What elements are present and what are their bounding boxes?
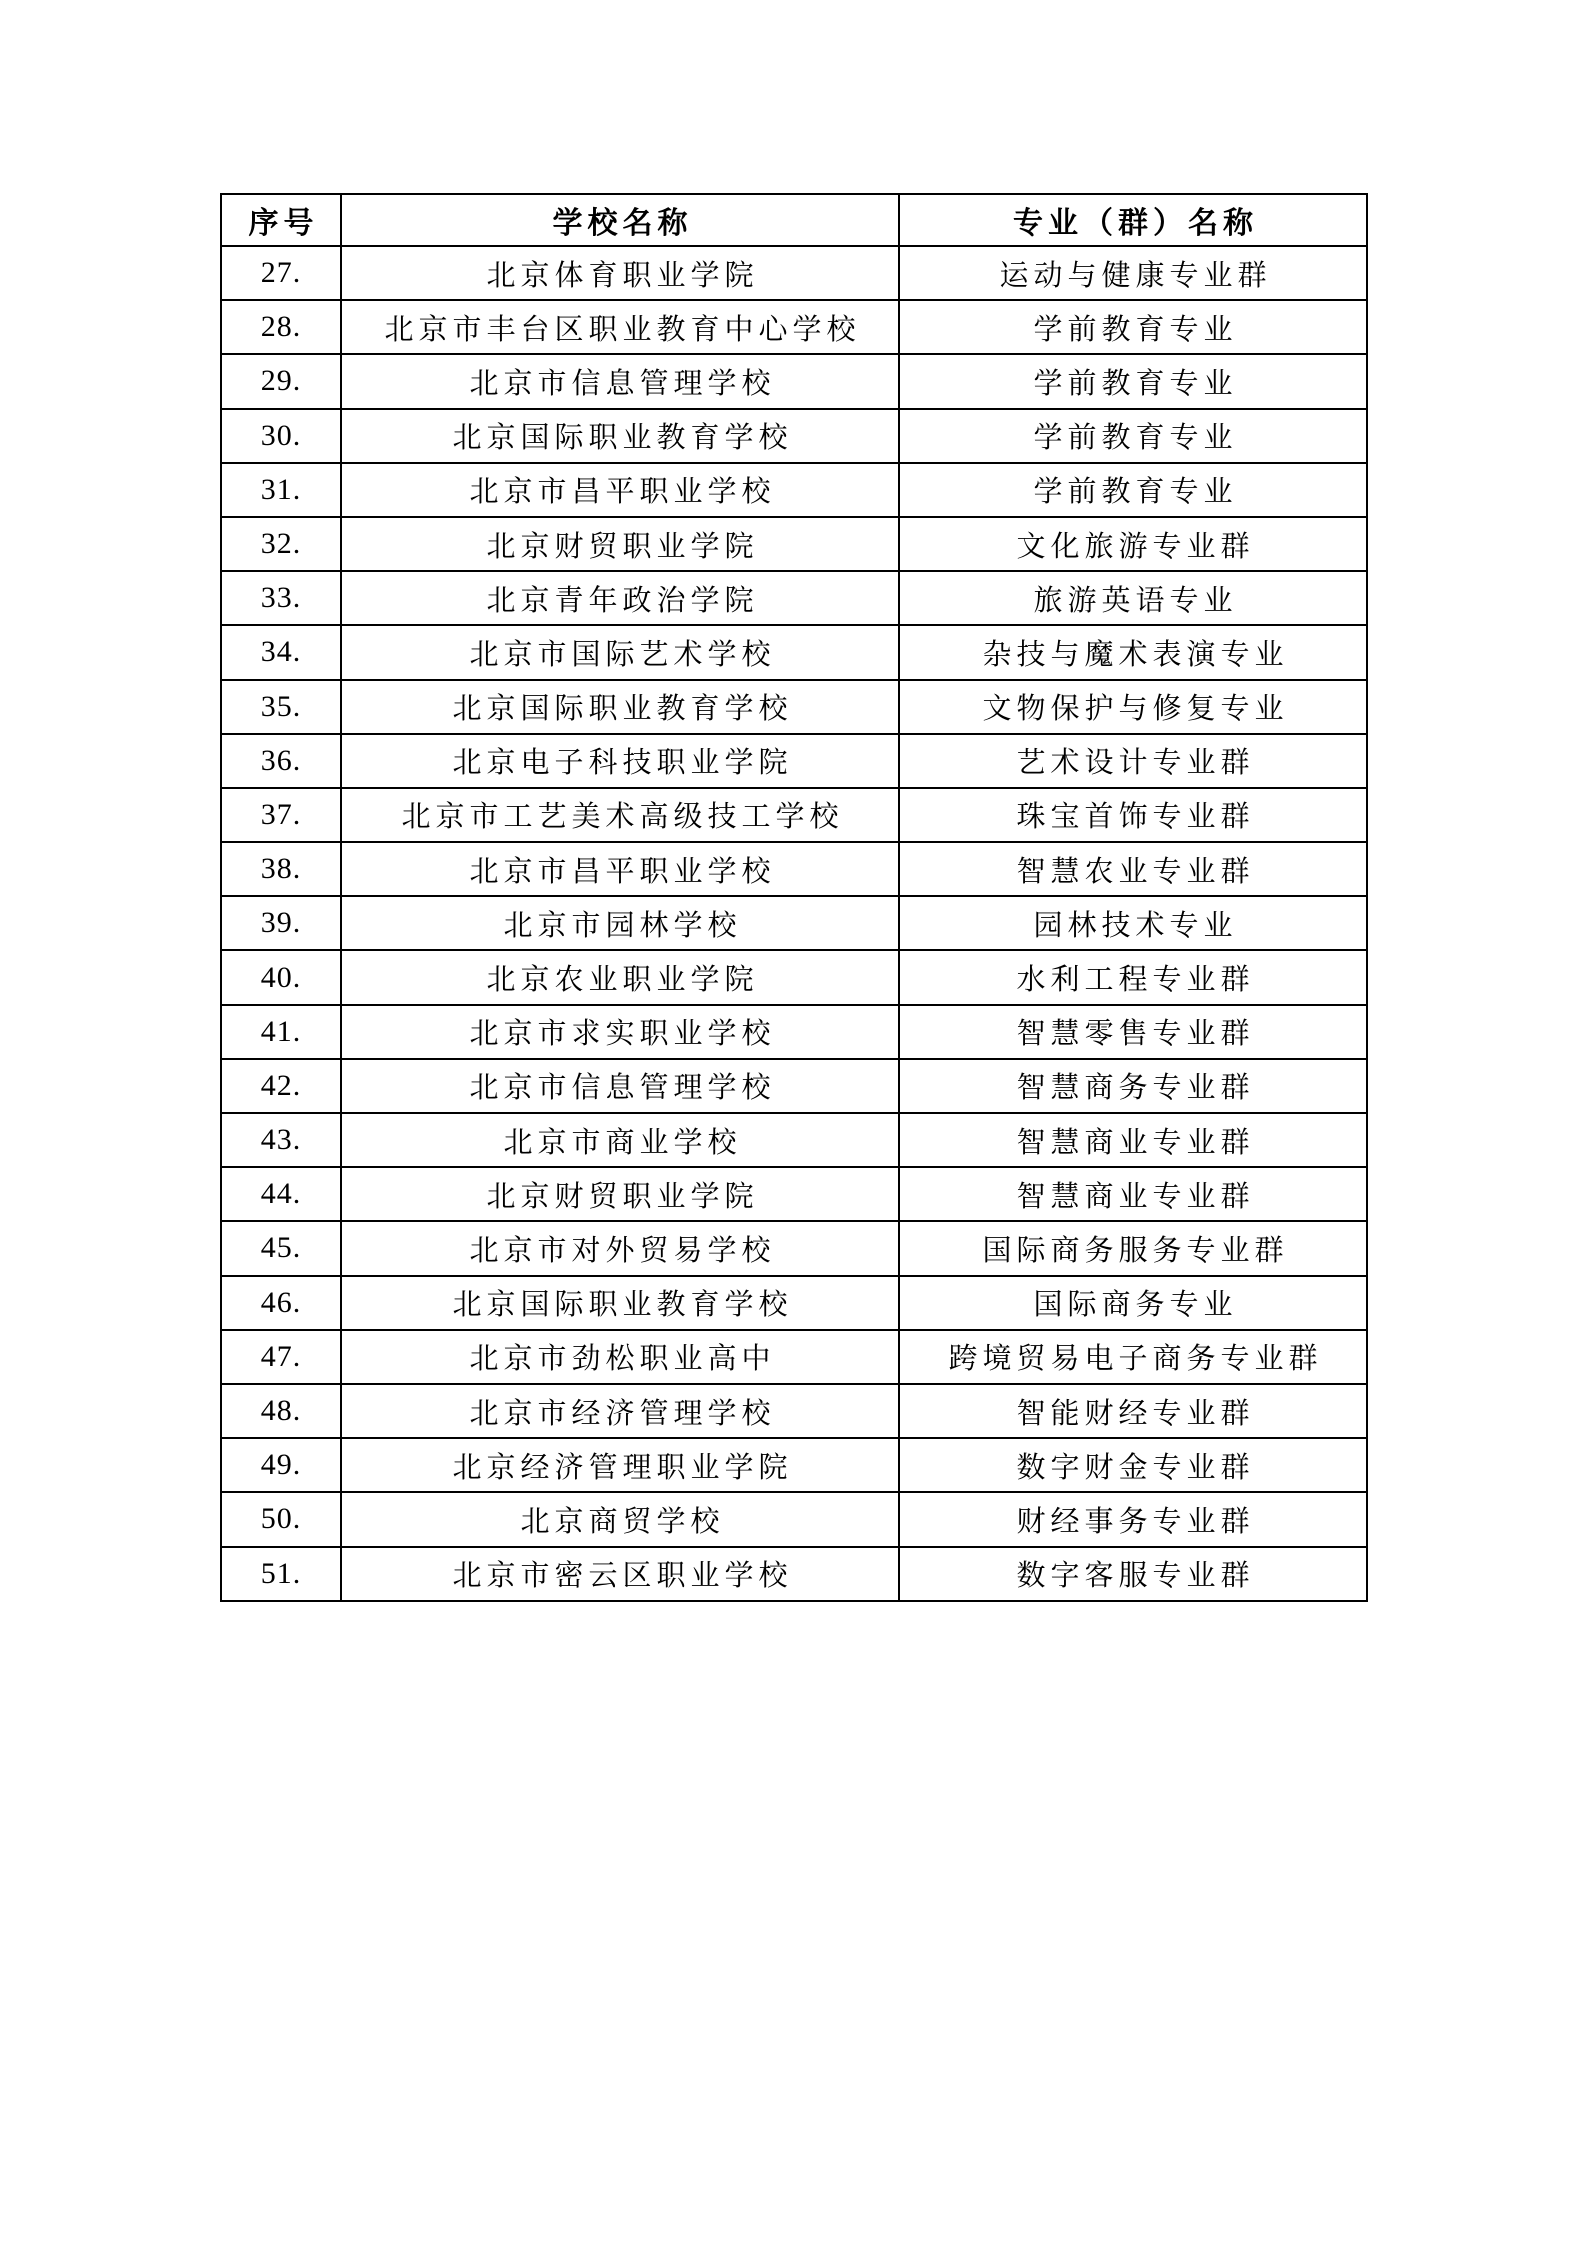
cell-major: 珠宝首饰专业群	[899, 788, 1367, 842]
cell-major: 水利工程专业群	[899, 950, 1367, 1004]
cell-no: 27.	[221, 246, 341, 300]
cell-school: 北京体育职业学院	[341, 246, 899, 300]
cell-school: 北京市密云区职业学校	[341, 1547, 899, 1602]
table-row	[221, 1059, 1367, 1113]
cell-no: 41.	[221, 1005, 341, 1059]
table-row	[221, 409, 1367, 463]
cell-no: 38.	[221, 842, 341, 896]
table-row	[221, 842, 1367, 896]
cell-school: 北京经济管理职业学院	[341, 1438, 899, 1492]
cell-school: 北京青年政治学院	[341, 571, 899, 625]
cell-no: 48.	[221, 1384, 341, 1438]
cell-no: 32.	[221, 517, 341, 571]
cell-no: 33.	[221, 571, 341, 625]
cell-school: 北京市求实职业学校	[341, 1005, 899, 1059]
cell-major: 智慧商务专业群	[899, 1059, 1367, 1113]
cell-no: 49.	[221, 1438, 341, 1492]
school-major-table	[220, 193, 1368, 1602]
cell-school: 北京市对外贸易学校	[341, 1221, 899, 1275]
cell-school: 北京财贸职业学院	[341, 517, 899, 571]
cell-major: 园林技术专业	[899, 896, 1367, 950]
table-row	[221, 1438, 1367, 1492]
cell-major: 学前教育专业	[899, 463, 1367, 517]
table-row	[221, 1167, 1367, 1221]
table-row	[221, 354, 1367, 408]
cell-major: 学前教育专业	[899, 409, 1367, 463]
cell-school: 北京国际职业教育学校	[341, 409, 899, 463]
header-cell-major: 专业（群）名称	[899, 194, 1367, 246]
cell-school: 北京国际职业教育学校	[341, 680, 899, 734]
cell-no: 42.	[221, 1059, 341, 1113]
cell-major: 文物保护与修复专业	[899, 680, 1367, 734]
table-row	[221, 1330, 1367, 1384]
cell-major: 数字财金专业群	[899, 1438, 1367, 1492]
cell-school: 北京农业职业学院	[341, 950, 899, 1004]
cell-major: 数字客服专业群	[899, 1547, 1367, 1602]
header-cell-school: 学校名称	[341, 194, 899, 246]
table-row	[221, 517, 1367, 571]
table-header-row	[221, 194, 1367, 246]
cell-no: 31.	[221, 463, 341, 517]
cell-no: 51.	[221, 1547, 341, 1602]
table-row	[221, 1276, 1367, 1330]
cell-no: 44.	[221, 1167, 341, 1221]
table-row	[221, 1221, 1367, 1275]
table-row	[221, 896, 1367, 950]
cell-school: 北京财贸职业学院	[341, 1167, 899, 1221]
cell-major: 旅游英语专业	[899, 571, 1367, 625]
cell-no: 50.	[221, 1492, 341, 1546]
header-cell-no: 序号	[221, 194, 341, 246]
cell-no: 45.	[221, 1221, 341, 1275]
cell-major: 杂技与魔术表演专业	[899, 625, 1367, 679]
cell-major: 运动与健康专业群	[899, 246, 1367, 300]
cell-no: 39.	[221, 896, 341, 950]
cell-school: 北京市丰台区职业教育中心学校	[341, 300, 899, 354]
table-row	[221, 1384, 1367, 1438]
cell-school: 北京市国际艺术学校	[341, 625, 899, 679]
cell-major: 文化旅游专业群	[899, 517, 1367, 571]
table-row	[221, 950, 1367, 1004]
cell-no: 35.	[221, 680, 341, 734]
table-body	[221, 246, 1367, 1601]
cell-major: 国际商务专业	[899, 1276, 1367, 1330]
cell-major: 国际商务服务专业群	[899, 1221, 1367, 1275]
cell-major: 智慧农业专业群	[899, 842, 1367, 896]
cell-major: 跨境贸易电子商务专业群	[899, 1330, 1367, 1384]
cell-school: 北京市经济管理学校	[341, 1384, 899, 1438]
table-row	[221, 625, 1367, 679]
table-row	[221, 300, 1367, 354]
cell-school: 北京市信息管理学校	[341, 354, 899, 408]
cell-no: 47.	[221, 1330, 341, 1384]
cell-major: 财经事务专业群	[899, 1492, 1367, 1546]
cell-no: 43.	[221, 1113, 341, 1167]
cell-major: 智慧商业专业群	[899, 1113, 1367, 1167]
table-row	[221, 788, 1367, 842]
cell-school: 北京国际职业教育学校	[341, 1276, 899, 1330]
cell-major: 艺术设计专业群	[899, 734, 1367, 788]
cell-no: 29.	[221, 354, 341, 408]
cell-major: 智慧商业专业群	[899, 1167, 1367, 1221]
cell-no: 34.	[221, 625, 341, 679]
table-row	[221, 246, 1367, 300]
cell-school: 北京市昌平职业学校	[341, 842, 899, 896]
cell-no: 30.	[221, 409, 341, 463]
cell-school: 北京市劲松职业高中	[341, 1330, 899, 1384]
cell-no: 37.	[221, 788, 341, 842]
cell-school: 北京电子科技职业学院	[341, 734, 899, 788]
cell-school: 北京市信息管理学校	[341, 1059, 899, 1113]
table-row	[221, 1005, 1367, 1059]
cell-no: 40.	[221, 950, 341, 1004]
table-row	[221, 463, 1367, 517]
table-row	[221, 734, 1367, 788]
cell-school: 北京市园林学校	[341, 896, 899, 950]
cell-no: 28.	[221, 300, 341, 354]
cell-school: 北京市昌平职业学校	[341, 463, 899, 517]
cell-major: 学前教育专业	[899, 300, 1367, 354]
table-row	[221, 1113, 1367, 1167]
table-row	[221, 680, 1367, 734]
cell-no: 36.	[221, 734, 341, 788]
cell-school: 北京商贸学校	[341, 1492, 899, 1546]
cell-major: 智慧零售专业群	[899, 1005, 1367, 1059]
table-row	[221, 571, 1367, 625]
cell-no: 46.	[221, 1276, 341, 1330]
table-row	[221, 1492, 1367, 1546]
cell-major: 学前教育专业	[899, 354, 1367, 408]
cell-school: 北京市商业学校	[341, 1113, 899, 1167]
cell-school: 北京市工艺美术高级技工学校	[341, 788, 899, 842]
cell-major: 智能财经专业群	[899, 1384, 1367, 1438]
table-row	[221, 1547, 1367, 1602]
